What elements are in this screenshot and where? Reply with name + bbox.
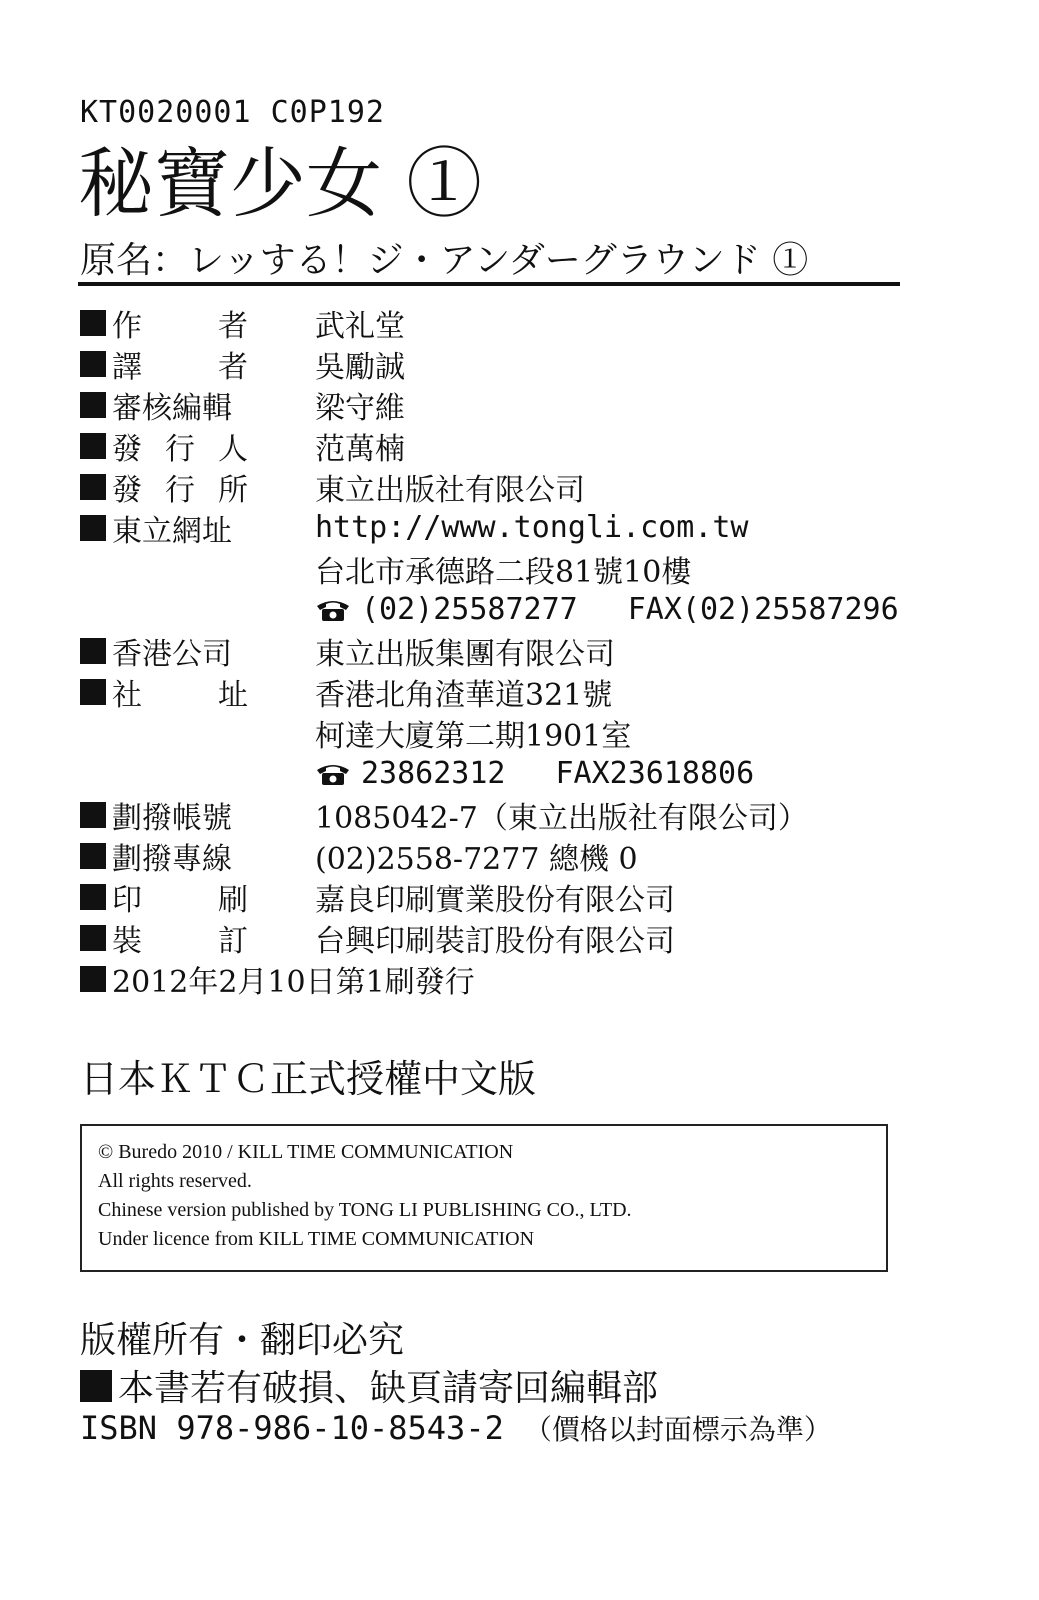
product-code: KT0020001 C0P192 — [80, 95, 385, 130]
postal-account-value: 1085042-7（東立出版社有限公司） — [315, 800, 808, 836]
publisher-person-value: 范萬楠 — [315, 431, 405, 467]
bullet-square-icon — [80, 1370, 112, 1402]
taipei-address: 台北市承德路二段81號10樓 — [315, 554, 692, 590]
postal-line-value: (02)2558-7277 總機 0 — [315, 841, 638, 877]
publisher-office-label: 發 行 所 — [112, 472, 248, 508]
chinese-version-line: Chinese version published by TONG LI PUBLISHING CO., LTD. — [98, 1199, 632, 1221]
telephone-icon — [315, 760, 351, 786]
postal-account-label: 劃撥帳號 — [112, 800, 232, 836]
bullet-square-icon — [80, 638, 106, 664]
title-divider — [78, 282, 900, 286]
hk-address-line1: 香港北角渣華道321號 — [315, 677, 613, 713]
isbn-line — [80, 1408, 832, 1448]
translator-row — [80, 343, 920, 384]
bullet-square-icon — [80, 392, 106, 418]
author-label: 作 者 — [112, 308, 248, 344]
binding-value: 台興印刷裝訂股份有限公司 — [315, 923, 675, 959]
publication-info — [80, 302, 920, 999]
translator-label: 譯 者 — [112, 349, 248, 385]
isbn: ISBN 978-986-10-8543-2 — [80, 1409, 504, 1447]
postal-line-label: 劃撥專線 — [112, 841, 232, 877]
bullet-square-icon — [80, 925, 106, 951]
hk-tel: 23862312 — [361, 756, 506, 791]
copyright-box — [80, 1124, 888, 1272]
hk-phone-row — [80, 753, 920, 794]
website-row — [80, 507, 920, 548]
date-row — [80, 958, 920, 999]
binding-label: 裝 訂 — [112, 923, 248, 959]
bullet-square-icon — [80, 515, 106, 541]
all-rights-notice: 版權所有・翻印必究 — [80, 1320, 405, 1361]
license-statement: 日本ＫＴＣ正式授權中文版 — [80, 1057, 537, 1101]
bullet-square-icon — [80, 351, 106, 377]
author-value: 武礼堂 — [315, 308, 405, 344]
printing-label: 印 刷 — [112, 882, 248, 918]
taipei-address-row — [80, 548, 920, 589]
taipei-tel: (02)25587277 — [361, 592, 578, 627]
hk-company-label: 香港公司 — [112, 636, 232, 672]
damage-notice-text: 本書若有破損、缺頁請寄回編輯部 — [118, 1368, 659, 1409]
bullet-square-icon — [80, 966, 106, 992]
website-url[interactable]: http://www.tongli.com.tw — [315, 510, 749, 545]
editor-row — [80, 384, 920, 425]
editor-value: 梁守維 — [315, 390, 405, 426]
bullet-square-icon — [80, 433, 106, 459]
under-licence-line: Under licence from KILL TIME COMMUNICATION — [98, 1228, 535, 1250]
publisher-office-row — [80, 466, 920, 507]
hk-fax: FAX23618806 — [555, 756, 755, 791]
bullet-square-icon — [80, 884, 106, 910]
editor-label: 審核編輯 — [112, 390, 232, 426]
book-title: 秘寶少女 ① — [78, 139, 483, 228]
publisher-person-row — [80, 425, 920, 466]
hk-address-row — [80, 671, 920, 712]
printing-value: 嘉良印刷實業股份有限公司 — [315, 882, 675, 918]
bullet-square-icon — [80, 679, 106, 705]
publication-date: 2012年2月10日第1刷發行 — [112, 964, 475, 1000]
bullet-square-icon — [80, 802, 106, 828]
telephone-icon — [315, 596, 351, 622]
copyright-line: © Buredo 2010 / KILL TIME COMMUNICATION — [98, 1141, 514, 1163]
printing-row — [80, 876, 920, 917]
hk-address-line2: 柯達大廈第二期1901室 — [315, 718, 632, 754]
taipei-fax: FAX(02)25587296 — [627, 592, 899, 627]
original-title: 原名：レッする！ジ・アンダーグラウンド ① — [80, 240, 809, 281]
binding-row — [80, 917, 920, 958]
author-row — [80, 302, 920, 343]
hk-address-label: 社 址 — [112, 677, 248, 713]
price-note: （價格以封面標示為準） — [523, 1413, 832, 1446]
bullet-square-icon — [80, 474, 106, 500]
publisher-office-value: 東立出版社有限公司 — [315, 472, 585, 508]
damage-notice — [80, 1360, 658, 1411]
bullet-square-icon — [80, 310, 106, 336]
postal-line-row — [80, 835, 920, 876]
hk-address-line2-row — [80, 712, 920, 753]
rights-reserved-line: All rights reserved. — [98, 1170, 252, 1192]
website-label: 東立網址 — [112, 513, 232, 549]
publisher-person-label: 發 行 人 — [112, 431, 248, 467]
taipei-phone-row — [80, 589, 920, 630]
translator-value: 吳勵誠 — [315, 349, 405, 385]
bullet-square-icon — [80, 843, 106, 869]
hk-company-value: 東立出版集團有限公司 — [315, 636, 615, 672]
hk-company-row — [80, 630, 920, 671]
postal-account-row — [80, 794, 920, 835]
